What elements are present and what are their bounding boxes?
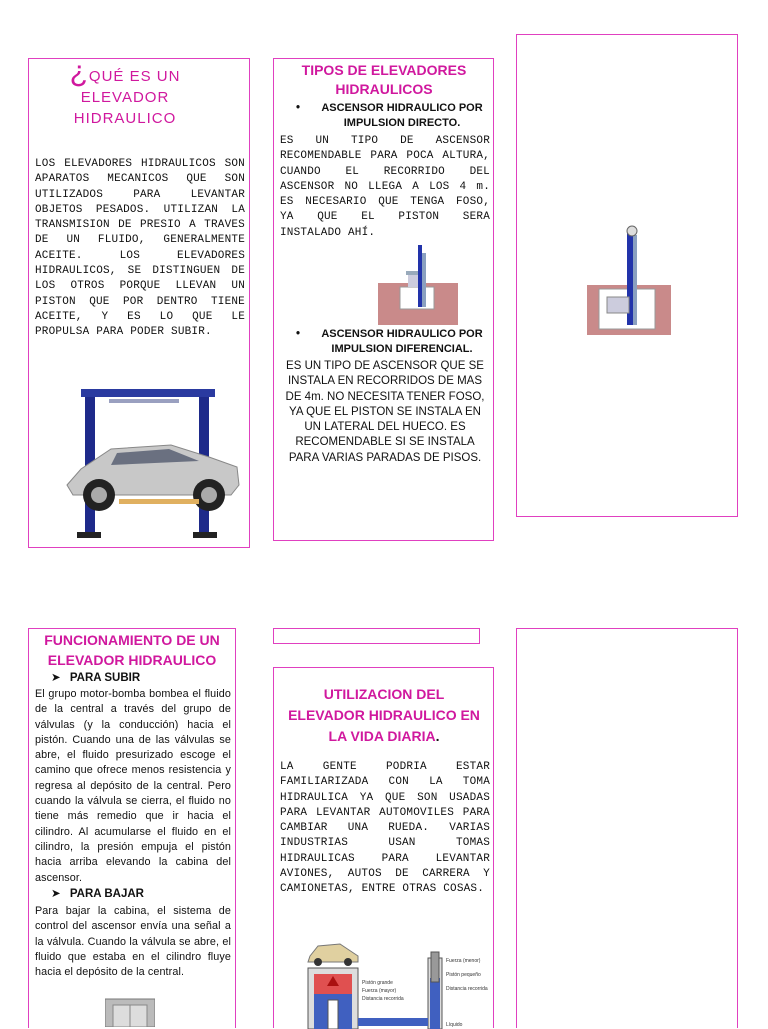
label-force-small: Fuerza (menor) xyxy=(446,958,481,964)
bullet-direct: • ASCENSOR HIDRAULICO POR IMPULSION DIRECTO. xyxy=(296,102,483,129)
bullet-differential: • ASCENSOR HIDRAULICO POR IMPULSION DIFERENCIAL. xyxy=(296,328,483,355)
empty-strip xyxy=(273,628,480,644)
panel-title: UTILIZACION DEL ELEVADOR HIDRAULICO EN LA VIDA DIARIA. xyxy=(288,686,480,744)
label-big-piston: Pistón grande xyxy=(362,980,393,986)
diagram-labels xyxy=(362,958,488,1028)
panel-empty xyxy=(516,628,738,1028)
elevator-cabin-image xyxy=(105,997,155,1027)
panel-title: TIPOS DE ELEVADORES HIDRAULICOS xyxy=(301,62,467,97)
panel-title: FUNCIONAMIENTO DE UN ELEVADOR HIDRAULICO xyxy=(44,632,220,668)
label-liquid: Líquido xyxy=(446,1022,463,1028)
direct-lift-diagram xyxy=(378,245,458,325)
subheading-up: ➤ PARA SUBIR xyxy=(51,672,141,684)
intro-paragraph: LOS ELEVADORES HIDRAULICOS SON APARATOS MECANICOS QUE SON UTILIZADOS PARA LEVANTAR OBJETOS PESADOS. UTILIZAN LA TRANSMISION DE PRESIO A TRAVES DE UN FLUIDO, GENERALMENTE ACEITE. LOS ELEVADORES HIDRAULICOS, SE DISTINGUEN DE LOS OTROS PORQUE LLEVAN UN PISTON QUE POR DENTRO TIENE ACEITE, Y ES LO QUE LE PROPULSA PARA PODER SUBIR. xyxy=(35,158,245,339)
label-distance-big: Distancia recorrida xyxy=(362,996,404,1002)
panel-daily-use xyxy=(273,667,494,1028)
label-distance-small: Distancia recorrida xyxy=(446,986,488,992)
panel-diagram xyxy=(516,34,738,517)
subheading-down: ➤ PARA BAJAR xyxy=(51,888,144,900)
up-description: El grupo motor-bomba bombea el fluido de la central a través del grupo de válvulas (y la conducción) hacia el pistón. Cuando una de las válvulas se abre, el fluido presurizado escoge el camino que ofrece menos resistencia y regresa al depósito de la central. Pero cuando la válvula se cierra, el fluido no tiene más remedio que ir hacia el cilindro. Al acumularse el fluido en el cilindro, la presión empuja el pistón hacia arriba elevando la cabina del ascensor. xyxy=(35,688,231,884)
down-description: Para bajar la cabina, el sistema de control del ascensor envía una señal a la válvula. Cuando la válvula se abre, el fluido que estaba en el cilindro fluye hacia el depósito de la central. xyxy=(35,905,231,979)
differential-lift-diagram xyxy=(587,223,671,335)
question-mark: ¿ xyxy=(69,55,89,88)
label-small-piston: Pistón pequeño xyxy=(446,972,481,978)
panel-operation xyxy=(28,628,236,1028)
hydraulic-principle-diagram xyxy=(300,938,490,1029)
panel-types xyxy=(273,58,494,541)
panel-title: ¿QUÉ ES UN ELEVADOR HIDRAULICO xyxy=(69,55,181,127)
panel-what-is xyxy=(28,55,250,548)
direct-description: ES UN TIPO DE ASCENSOR RECOMENDABLE PARA POCA ALTURA, CUANDO EL RECORRIDO DEL ASCENSOR NO LLEGA A LOS 4 m. ES NECESARIO QUE TENGA FOSO, YA QUE EL PISTON SERA INSTALADO AHÍ. xyxy=(280,135,490,239)
differential-description: ES UN TIPO DE ASCENSOR QUE SE INSTALA EN RECORRIDOS DE MAS DE 4m. NO NECESITA TENER FOSO, YA QUE EL PISTON SE INSTALA EN UN LATERAL DEL HUECO. ES RECOMENDABLE SI SE INSTALA PARA VARIAS PARADAS DE PISOS. xyxy=(285,360,485,464)
daily-use-paragraph: LA GENTE PODRIA ESTAR FAMILIARIZADA CON LA TOMA HIDRAULICA YA QUE SON USADAS PARA LEVANTAR AUTOMOVILES PARA CAMBIAR UNA RUEDA. VARIAS INDUSTRIAS USAN TOMAS HIDRAULICAS PARA LEVANTAR AVIONES, AUTOS DE CARRERA Y CAMIONETAS, ENTRE OTRAS COSAS. xyxy=(280,761,490,896)
label-force-big: Fuerza (mayor) xyxy=(362,988,397,994)
car-lift-image xyxy=(59,387,249,542)
